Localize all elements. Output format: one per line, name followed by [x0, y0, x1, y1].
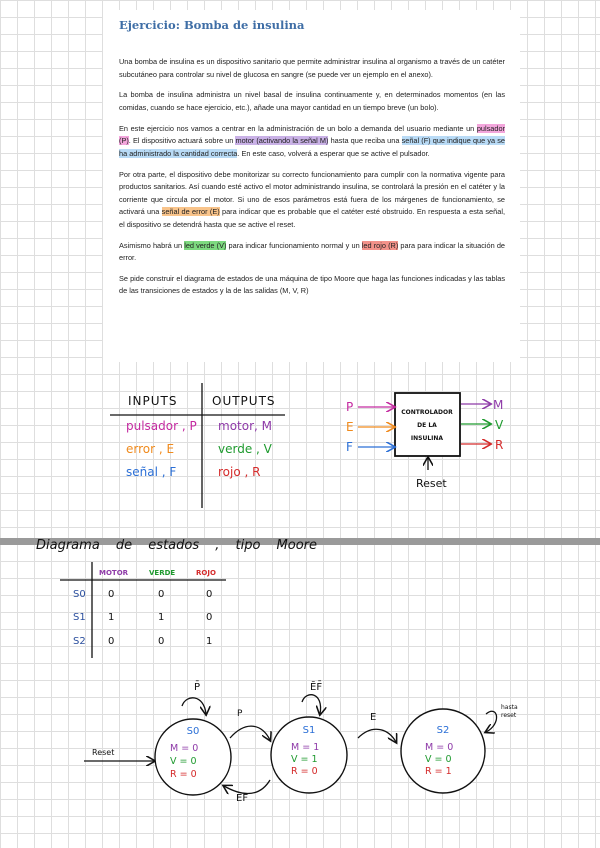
state-s2-v: V = 0	[425, 754, 452, 765]
input-pulsador: pulsador , P	[126, 419, 197, 433]
output-verde: verde , V	[218, 442, 272, 456]
state-s2-r: R = 1	[425, 766, 452, 777]
row-state-s2: S2	[73, 636, 86, 647]
input-error: error , E	[126, 442, 175, 456]
block-input-e: E	[346, 420, 354, 434]
highlight-error: señal de error (E)	[161, 207, 220, 217]
header-rojo: ROJO	[196, 569, 216, 577]
row-state-s1: S1	[73, 612, 86, 623]
cell: 0	[206, 589, 213, 600]
s1-self-loop	[302, 695, 321, 714]
controller-label-2: DE LA	[417, 422, 437, 429]
s0-self-loop-label: P̄	[194, 682, 201, 693]
s1-to-s0-arrow	[224, 780, 270, 794]
diagram-heading: Diagrama de estados , tipo Moore	[36, 538, 318, 553]
s2-self-loop-label-2: reset	[501, 712, 517, 719]
block-output-r: R	[495, 438, 504, 452]
highlight-senal: señal (F) que indique que ya se ha administrado la cantidad correcta	[119, 136, 505, 158]
text-span: para para indicar la situación de error.	[119, 240, 505, 263]
s1-to-s0-label: ĒF	[236, 793, 249, 804]
state-diagram	[84, 680, 518, 804]
cell: 0	[108, 589, 115, 600]
text-span: para indicar funcionamiento normal y un	[226, 240, 362, 250]
s1-to-s2-label: E	[370, 712, 377, 723]
controller-label-1: CONTROLADOR	[401, 409, 453, 416]
state-s1-name: S1	[302, 725, 316, 736]
controller-block	[346, 393, 504, 490]
cell: 0	[158, 636, 165, 647]
highlight-motor: motor (activando la señal M)	[235, 136, 329, 146]
cell: 0	[108, 636, 115, 647]
block-output-v: V	[495, 418, 504, 432]
state-s2-m: M = 0	[425, 742, 454, 753]
cell: 0	[158, 589, 165, 600]
outputs-header: OUTPUTS	[212, 394, 276, 408]
state-s0-name: S0	[186, 726, 200, 737]
highlight-led-rojo: led rojo (R)	[361, 240, 399, 250]
state-s1-v: V = 1	[291, 754, 318, 765]
exercise-title: Ejercicio: Bomba de insulina	[119, 18, 305, 32]
state-s0-r: R = 0	[170, 769, 197, 780]
text-span: hasta que reciba una	[328, 136, 402, 146]
state-s1-m: M = 1	[291, 742, 320, 753]
input-senal: señal , F	[126, 465, 177, 479]
text-span: Por otra parte, el dispositivo debe monitorizar su correcto funcionamiento para cumplir con la normativa vigente para productos sanitarios. Así cuando esté activo el motor administrando insulina, se controlará la presión en el catéter y la corriente que circula por el motor. Si uno de esos parámetros está fuera de los márgenes de funcionamiento, se activará una	[119, 169, 505, 217]
output-rojo: rojo , R	[218, 465, 261, 479]
block-reset-label: Reset	[416, 477, 447, 490]
cell: 1	[206, 636, 213, 647]
highlight-led-verde: led verde (V)	[184, 240, 227, 250]
text-span: En este ejercicio nos vamos a centrar en la administración de un bolo a demanda del usuario mediante un	[119, 123, 477, 133]
s1-to-s2-arrow	[358, 729, 396, 742]
block-output-m: M	[493, 398, 504, 412]
header-motor: MOTOR	[99, 569, 129, 577]
paragraph-task: Se pide construir el diagrama de estados de una máquina de tipo Moore que haga las funciones indicadas y las tablas de las transiciones de estados y la de las salidas (M, V, R)	[119, 273, 505, 296]
text-span: . El dispositivo actuará sobre un	[128, 136, 236, 146]
text-span: Asimismo habrá un	[119, 240, 185, 250]
text-span: . En este caso, volverá a esperar que se active el pulsador.	[237, 148, 430, 158]
diagram-reset-label: Reset	[92, 748, 115, 757]
block-input-f: F	[346, 440, 353, 454]
s0-to-s1-label: P	[237, 709, 243, 719]
output-motor: motor, M	[218, 419, 272, 433]
block-input-p: P	[346, 400, 354, 414]
state-s0-m: M = 0	[170, 743, 199, 754]
highlight-pulsador: pulsador (P)	[119, 123, 505, 146]
row-state-s0: S0	[73, 589, 86, 600]
s2-self-loop	[486, 711, 497, 732]
s0-self-loop	[182, 698, 206, 714]
inputs-header: INPUTS	[128, 394, 178, 408]
cell: 1	[158, 612, 165, 623]
s2-self-loop-label-1: hasta	[501, 704, 518, 711]
state-s2-name: S2	[436, 725, 450, 736]
state-s1-r: R = 0	[291, 766, 318, 777]
cell: 1	[108, 612, 115, 623]
paragraph-intro: Una bomba de insulina es un dispositivo sanitario que permite administrar insulina al organismo a través de un catéter subcutáneo para controlar su nivel de glucosa en sangre (se puede ver un ejemplo en el anexo).	[119, 57, 505, 79]
text-span: para indicar que es probable que el catéter esté obstruido. En respuesta a esta señal, el dispositivo se detendrá hasta que se active el reset.	[119, 207, 505, 229]
state-s0-v: V = 0	[170, 756, 197, 767]
cell: 0	[206, 612, 213, 623]
s1-self-loop-label: ĒF̄	[310, 682, 323, 693]
output-table	[60, 562, 226, 658]
s0-to-s1-arrow	[230, 726, 270, 740]
io-table	[110, 383, 285, 508]
controller-label-3: INSULINA	[410, 435, 444, 442]
paragraph-basal: La bomba de insulina administra un nivel basal de insulina continuamente y, en determinados momentos (en las comidas, cuando se hace ejercicio, etc.), añade una mayor cantidad en un tiempo breve (un bolo).	[119, 90, 505, 112]
header-verde: VERDE	[149, 569, 176, 577]
